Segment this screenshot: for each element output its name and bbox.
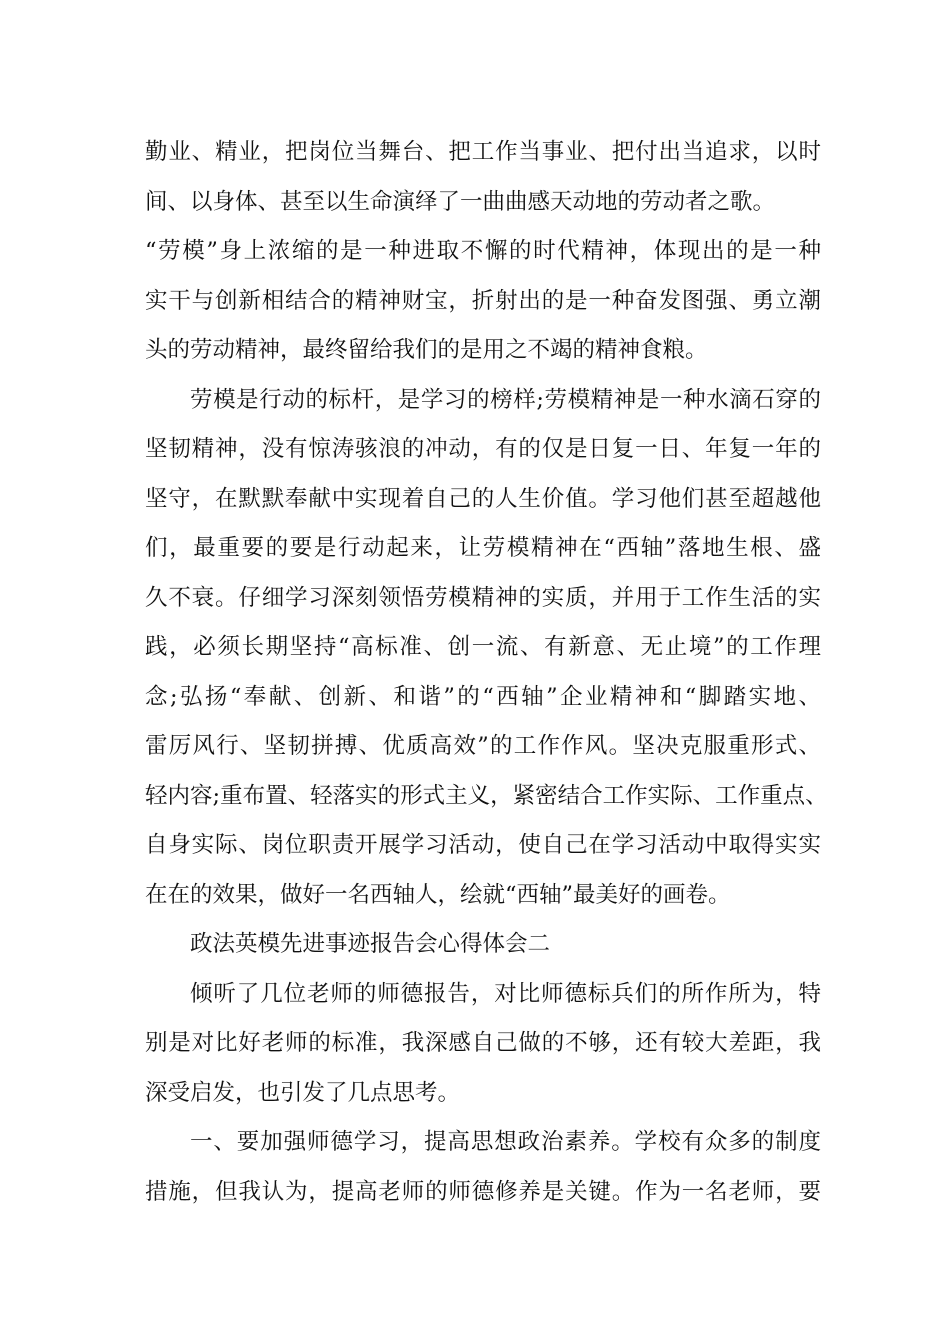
text-line: 坚守，在默默奉献中实现着自己的人生价值。学习他们甚至超越他	[145, 485, 821, 512]
text-line: 轻内容;重布置、轻落实的形式主义，紧密结合工作实际、工作重点、	[145, 782, 828, 809]
section-heading: 政法英模先进事迹报告会心得体会二	[190, 931, 551, 957]
text-line: 自身实际、岗位职责开展学习活动，使自己在学习活动中取得实实	[145, 832, 821, 858]
text-line: 倾听了几位老师的师德报告，对比师德标兵们的所作所为，特	[190, 980, 821, 1007]
document-body	[145, 128, 828, 1217]
text-line: 勤业、精业，把岗位当舞台、把工作当事业、把付出当追求，以时	[145, 139, 821, 165]
text-line: 间、以身体、甚至以生命演绎了一曲曲感天动地的劳动者之歌。	[145, 188, 776, 215]
text-line: 一、要加强师德学习，提高思想政治素养。学校有众多的制度	[190, 1129, 821, 1155]
text-line: 别是对比好老师的标准，我深感自己做的不够，还有较大差距，我	[145, 1030, 821, 1056]
text-line: 坚韧精神，没有惊涛骇浪的冲动，有的仅是日复一日、年复一年的	[145, 436, 821, 462]
text-line: 深受启发，也引发了几点思考。	[145, 1079, 461, 1106]
text-line: 在在的效果，做好一名西轴人，绘就“西轴”最美好的画卷。	[145, 881, 731, 908]
text-line: 劳模是行动的标杆，是学习的榜样;劳模精神是一种水滴石穿的	[190, 386, 821, 413]
text-line: 久不衰。仔细学习深刻领悟劳模精神的实质，并用于工作生活的实	[145, 584, 821, 611]
text-line: 们，最重要的要是行动起来，让劳模精神在“西轴”落地生根、盛	[145, 535, 821, 561]
text-line: 实干与创新相结合的精神财宝，折射出的是一种奋发图强、勇立潮	[145, 287, 821, 314]
text-line: 雷厉风行、坚韧拼搏、优质高效”的工作作风。坚决克服重形式、	[145, 733, 821, 759]
text-line: “劳模”身上浓缩的是一种进取不懈的时代精神，体现出的是一种	[145, 238, 821, 264]
text-line: 践，必须长期坚持“高标准、创一流、有新意、无止境”的工作理	[145, 634, 821, 660]
text-line: 念;弘扬“奉献、创新、和谐”的“西轴”企业精神和“脚踏实地、	[145, 683, 821, 710]
text-line: 头的劳动精神，最终留给我们的是用之不竭的精神食粮。	[145, 337, 708, 363]
text-line: 措施，但我认为，提高老师的师德修养是关键。作为一名老师，要	[145, 1178, 821, 1205]
